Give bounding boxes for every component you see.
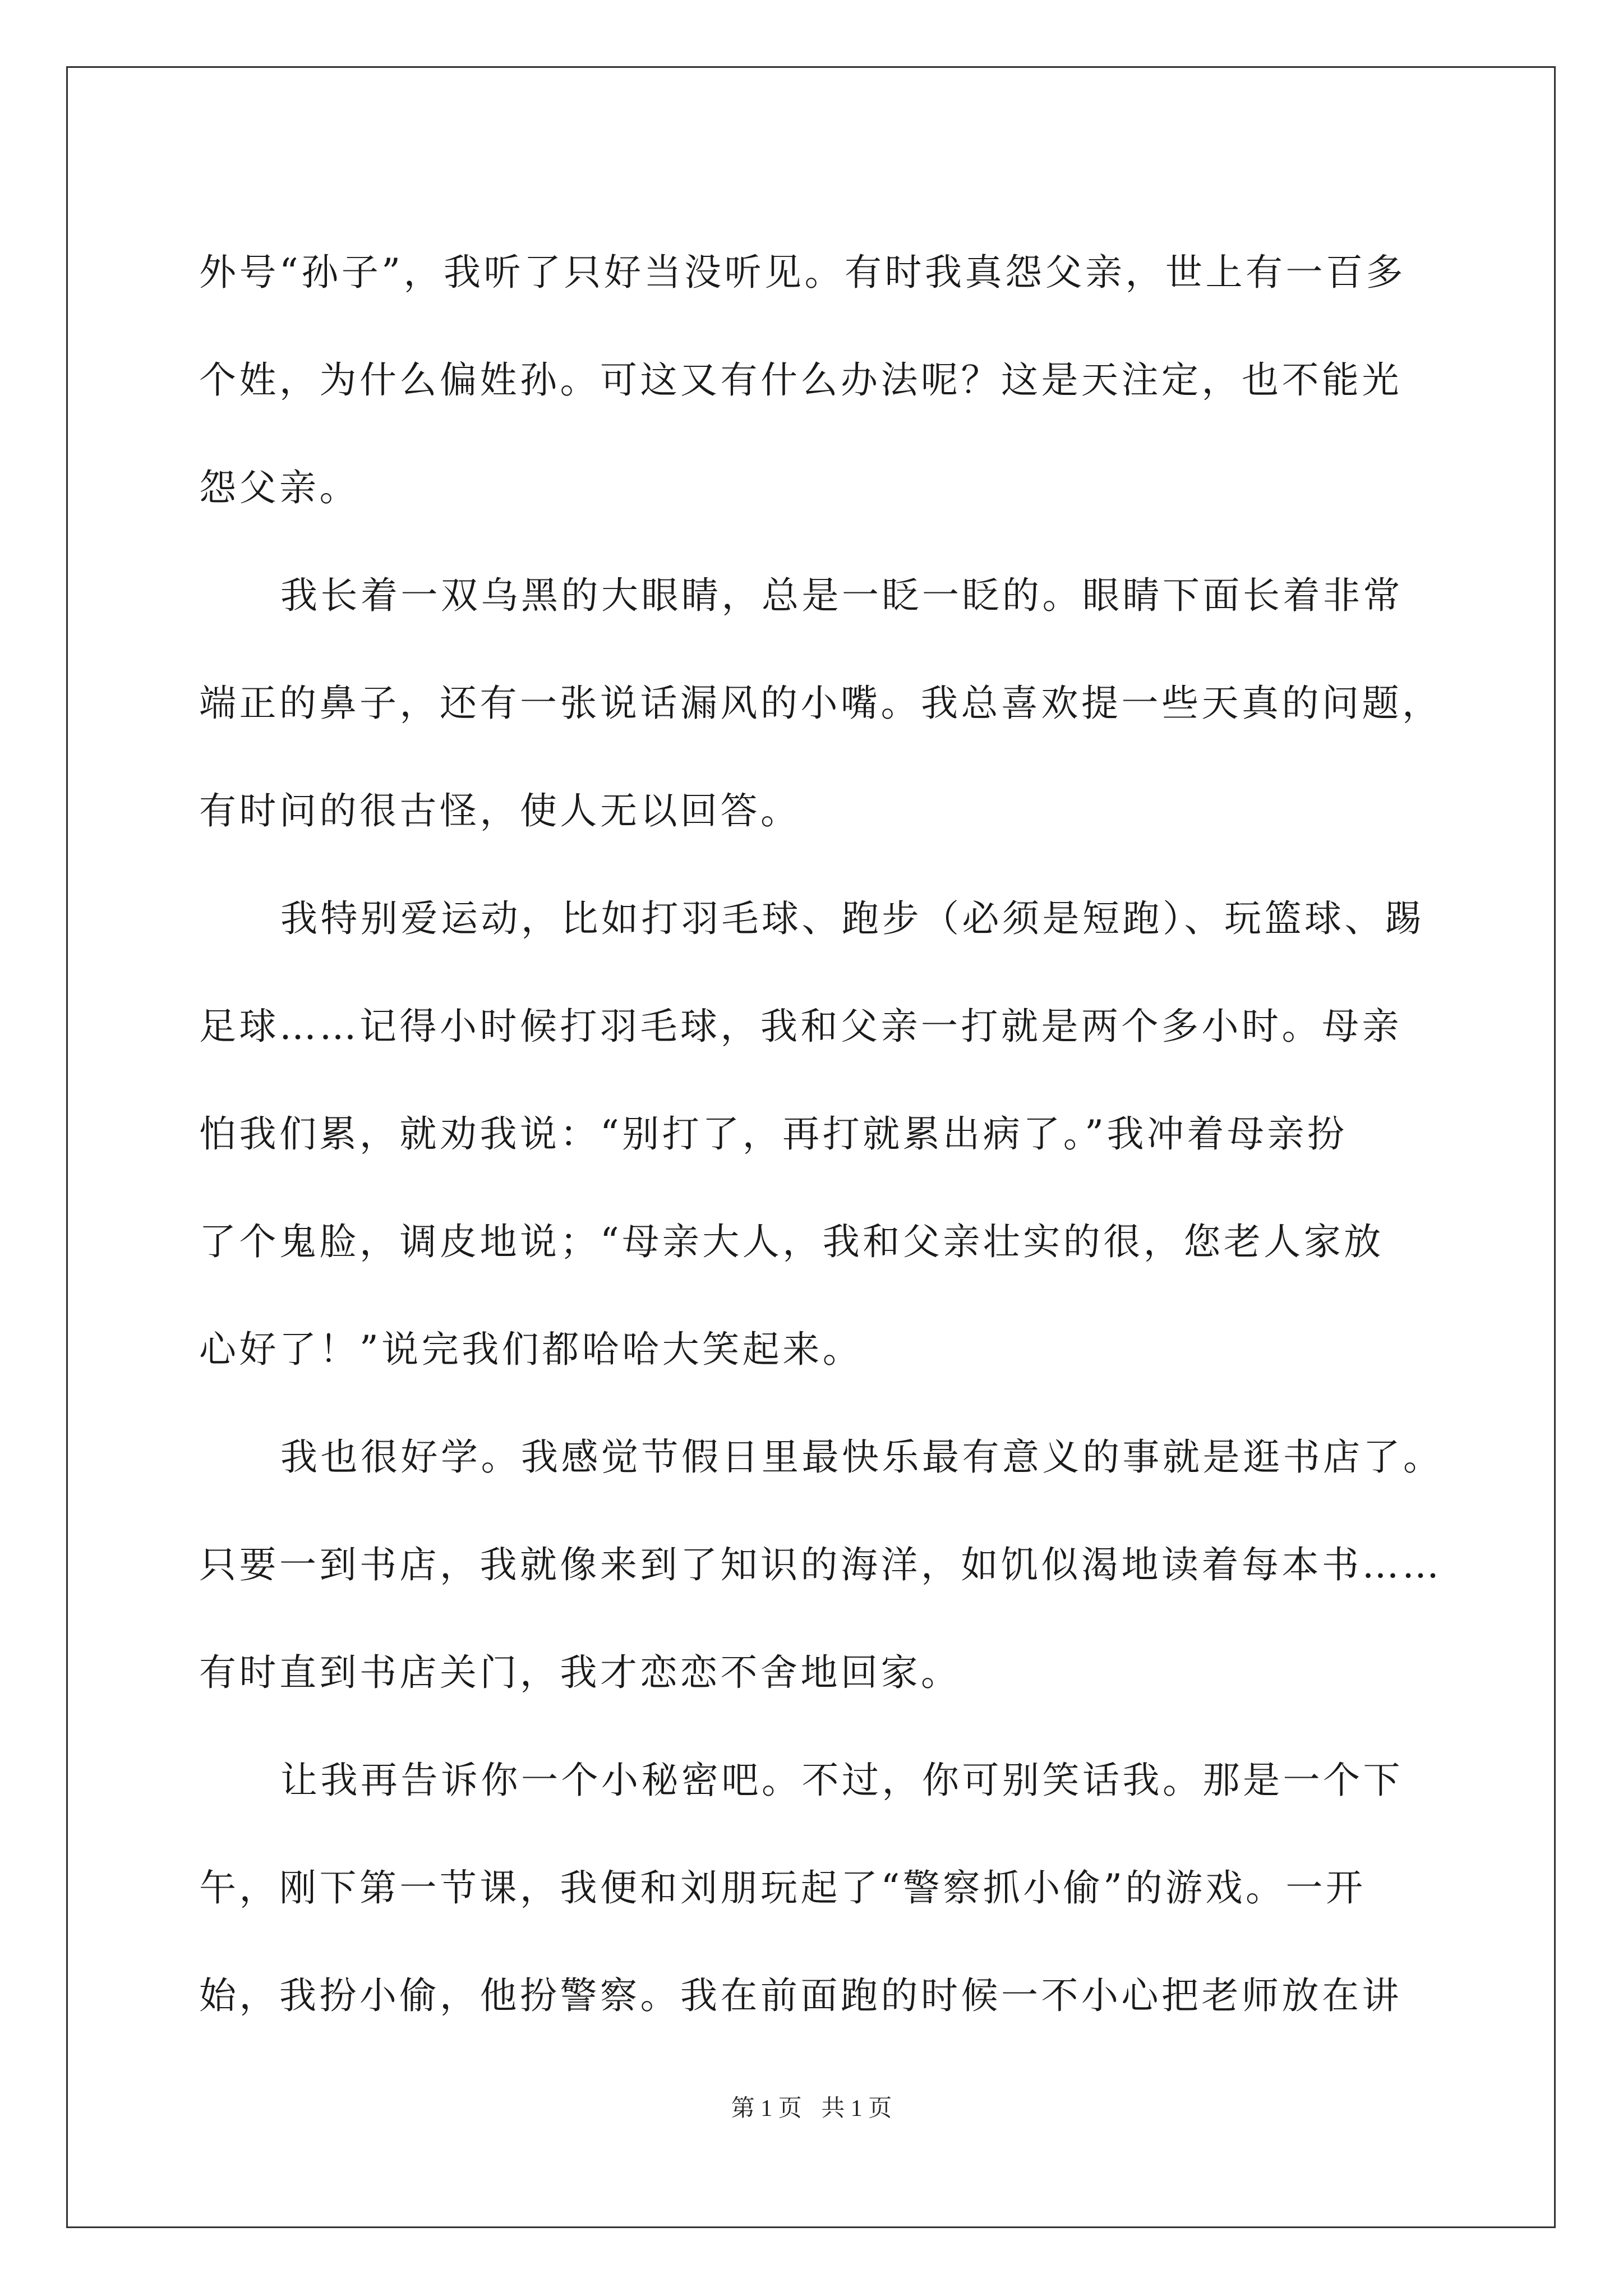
page-footer	[0, 2090, 1623, 2123]
document-body	[199, 219, 1444, 2050]
text-line-7: 我特别爱运动，比如打羽毛球、跑步（必须是短跑）、玩篮球、踢	[280, 897, 1425, 940]
text-line-15: 让我再告诉你一个小秘密吧。不过，你可别笑话我。那是一个下	[280, 1759, 1403, 1802]
text-line-14: 有时直到书店关门，我才恋恋不舍地回家。	[199, 1651, 961, 1694]
text-line-8: 足球……记得小时候打羽毛球，我和父亲一打就是两个多小时。母亲	[199, 1005, 1402, 1048]
text-line-16: 午，刚下第一节课，我便和刘朋玩起了“警察抓小偷”的游戏。一开	[199, 1866, 1366, 1910]
text-line-2: 个姓，为什么偏姓孙。可这又有什么办法呢？这是天注定，也不能光	[199, 358, 1402, 402]
text-line-12: 我也很好学。我感觉节假日里最快乐最有意义的事就是逛书店了。	[280, 1435, 1444, 1479]
text-line-9: 怕我们累，就劝我说：“别打了，再打就累出病了。”我冲着母亲扮	[199, 1112, 1348, 1156]
page-number-current: 第 1 页	[731, 2096, 802, 2122]
text-line-5: 端正的鼻子，还有一张说话漏风的小嘴。我总喜欢提一些天真的问题，	[199, 682, 1442, 725]
text-line-3: 怨父亲。	[199, 466, 359, 509]
text-line-13: 只要一到书店，我就像来到了知识的海洋，如饥似渴地读着每本书……	[199, 1543, 1442, 1586]
text-line-17: 始，我扮小偷，他扮警察。我在前面跑的时候一不小心把老师放在讲	[199, 1974, 1402, 2017]
text-line-4: 我长着一双乌黑的大眼睛，总是一眨一眨的。眼睛下面长着非常	[280, 574, 1403, 617]
text-line-10: 了个鬼脸，调皮地说；“母亲大人，我和父亲壮实的很，您老人家放	[199, 1220, 1384, 1263]
page-number-total: 共 1 页	[821, 2096, 892, 2122]
text-line-6: 有时问的很古怪，使人无以回答。	[199, 789, 801, 832]
text-line-1: 外号“孙子”，我听了只好当没听见。有时我真怨父亲，世上有一百多	[199, 251, 1406, 294]
text-line-11: 心好了！”说完我们都哈哈大笑起来。	[199, 1328, 863, 1371]
